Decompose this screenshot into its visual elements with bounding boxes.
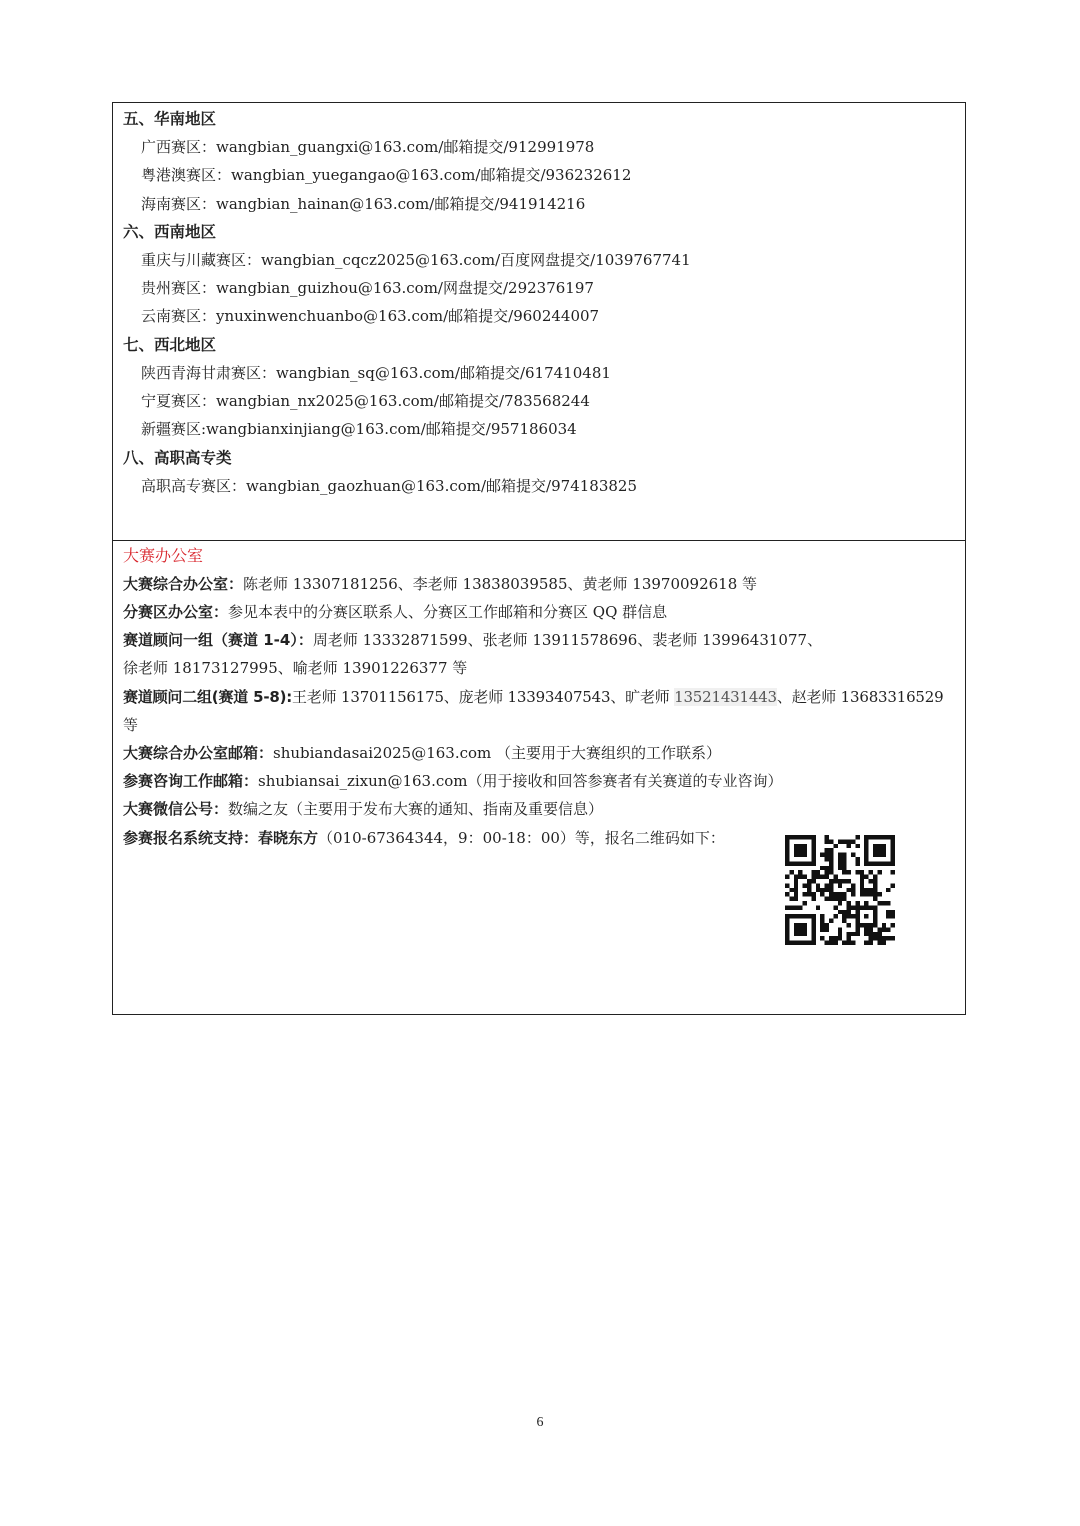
region-entry: 贵州赛区：wangbian_guizhou@163.com/网盘提交/292376197 xyxy=(141,279,594,297)
region-entry: 陕西青海甘肃赛区：wangbian_sq@163.com/邮箱提交/617410481 xyxy=(141,364,611,382)
consult-email xyxy=(123,767,959,795)
registration-text: （010-67364344，9：00-18：00）等，报名二维码如下： xyxy=(318,829,725,847)
registration-qr-code[interactable] xyxy=(785,835,895,945)
office-table-cell xyxy=(112,540,966,1015)
advisor-group-1-label: 赛道顾问一组（赛道 1-4）： xyxy=(123,631,313,649)
office-title: 大赛办公室 xyxy=(123,546,204,565)
advisor-group-1 xyxy=(123,626,959,654)
region-entry: 广西赛区：wangbian_guangxi@163.com/邮箱提交/912991978 xyxy=(141,138,595,156)
qr-modules xyxy=(785,835,895,945)
region-heading: 八、高职高专类 xyxy=(123,449,232,467)
wechat-text: 数编之友（主要用于发布大赛的通知、指南及重要信息） xyxy=(228,800,604,818)
region-heading: 七、西北地区 xyxy=(123,336,217,354)
consult-email-label: 参赛咨询工作邮箱： xyxy=(123,772,259,790)
consult-email-text: shubiansai_zixun@163.com（用于接收和回答参赛者有关赛道的专业咨询） xyxy=(258,772,783,790)
page-number: 6 xyxy=(536,1415,544,1430)
office-general-label: 大赛综合办公室： xyxy=(123,575,244,593)
office-division-label: 分赛区办公室： xyxy=(123,603,229,621)
advisor-group-2 xyxy=(123,683,959,711)
advisor-group-2-cont: 等 xyxy=(123,716,139,734)
registration-label: 参赛报名系统支持：春晓东方 xyxy=(123,829,319,847)
office-division xyxy=(123,598,959,626)
wechat-account xyxy=(123,795,959,823)
region-entry: 新疆赛区:wangbianxinjiang@163.com/邮箱提交/957186034 xyxy=(141,420,577,438)
region-entry: 宁夏赛区：wangbian_nx2025@163.com/邮箱提交/783568244 xyxy=(141,392,590,410)
advisor-group-1-cont: 徐老师 18173127995、喻老师 13901226377 等 xyxy=(123,659,468,677)
office-general xyxy=(123,570,959,598)
region-heading: 五、华南地区 xyxy=(123,110,217,128)
advisor-group-2-label: 赛道顾问二组(赛道 5-8): xyxy=(123,688,293,706)
advisor-group-2-text-b: 、赵老师 13683316529 xyxy=(776,688,944,706)
region-entry: 云南赛区：ynuxinwenchuanbo@163.com/邮箱提交/960244007 xyxy=(141,307,600,325)
office-email-label: 大赛综合办公室邮箱： xyxy=(123,744,274,762)
wechat-label: 大赛微信公号： xyxy=(123,800,229,818)
region-entry: 粤港澳赛区：wangbian_yuegangao@163.com/邮箱提交/936232612 xyxy=(141,166,632,184)
region-heading: 六、西南地区 xyxy=(123,223,217,241)
office-division-text: 参见本表中的分赛区联系人、分赛区工作邮箱和分赛区 QQ 群信息 xyxy=(228,603,668,621)
office-email xyxy=(123,739,959,767)
highlighted-phone[interactable]: 13521431443 xyxy=(674,688,777,706)
region-entry: 重庆与川藏赛区：wangbian_cqcz2025@163.com/百度网盘提交/1039767741 xyxy=(141,251,691,269)
office-general-text: 陈老师 13307181256、李老师 13838039585、黄老师 13970092618 等 xyxy=(243,575,758,593)
office-email-text: shubiandasai2025@163.com （主要用于大赛组织的工作联系） xyxy=(273,744,722,762)
region-entry: 海南赛区：wangbian_hainan@163.com/邮箱提交/941914216 xyxy=(141,195,586,213)
regions-table-cell xyxy=(112,102,966,541)
advisor-group-1-text: 周老师 13332871599、张老师 13911578696、裴老师 13996431077、 xyxy=(312,631,823,649)
region-entry: 高职高专赛区：wangbian_gaozhuan@163.com/邮箱提交/974183825 xyxy=(141,477,638,495)
advisor-group-2-text-a: 王老师 13701156175、庞老师 13393407543、旷老师 xyxy=(292,688,675,706)
